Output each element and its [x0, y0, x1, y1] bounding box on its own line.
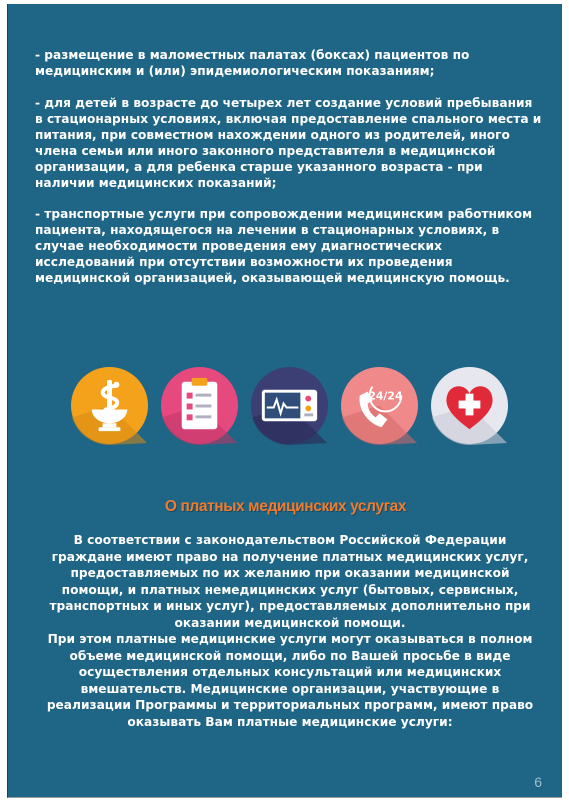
phone-24-7-icon [340, 366, 419, 445]
heart-cross-icon [430, 366, 509, 445]
bullet-list [35, 47, 543, 302]
icon-row [70, 366, 508, 446]
clipboard-icon [160, 366, 239, 445]
bullet-item: - для детей в возрасте до четырех лет создание условий пребывания в стационарных условиях, включая предоставление спального места и питания, при совместном нахождении одного из родителей, иного члена семьи или иного законного представителя в медицинской организации, а для ребенка старше указанного возраста - при наличии медицинских показаний; [35, 96, 542, 190]
heart-monitor-icon [250, 366, 329, 445]
phone-24-label: 24/24 [368, 389, 403, 403]
page-number: 6 [534, 774, 542, 790]
brochure-page [7, 4, 562, 798]
paragraph: В соответствии с законодательством Российской Федерации граждане имеют право на получение платных медицинских услуг, предоставляемых по их желанию при оказании медицинской помощи, и платных немедицинских услуг (бытовых, сервисных, транспортных и иных услуг), предоставляемых дополнительно при оказании медицинской помощи. [49, 533, 531, 630]
bullet-item: - размещение в маломестных палатах (боксах) пациентов по медицинским и (или) эпидемиологическим показаниям; [35, 48, 470, 78]
section-title: О платных медицинских услугах [164, 498, 407, 515]
bullet-item: - транспортные услуги при сопровождении медицинским работником пациента, находящегося на лечении в стационарных условиях, в случае необходимости проведения ему диагностических исследований при отсутствии возможности их проведения медицинской организацией, оказывающей медицинскую помощь. [35, 207, 533, 285]
pharmacy-bowl-snake-icon [70, 366, 149, 445]
paid-services-text [40, 532, 540, 730]
paragraph: При этом платные медицинские услуги могут оказываться в полном объеме медицинской помощи, либо по Вашей просьбе в виде осуществления отдельных консультаций или медицинских вмешательств. Медицинские организации, участвующие в реализации Программы и территориальных программ, имеют право оказывать Вам платные медицинские услуги: [46, 632, 534, 729]
